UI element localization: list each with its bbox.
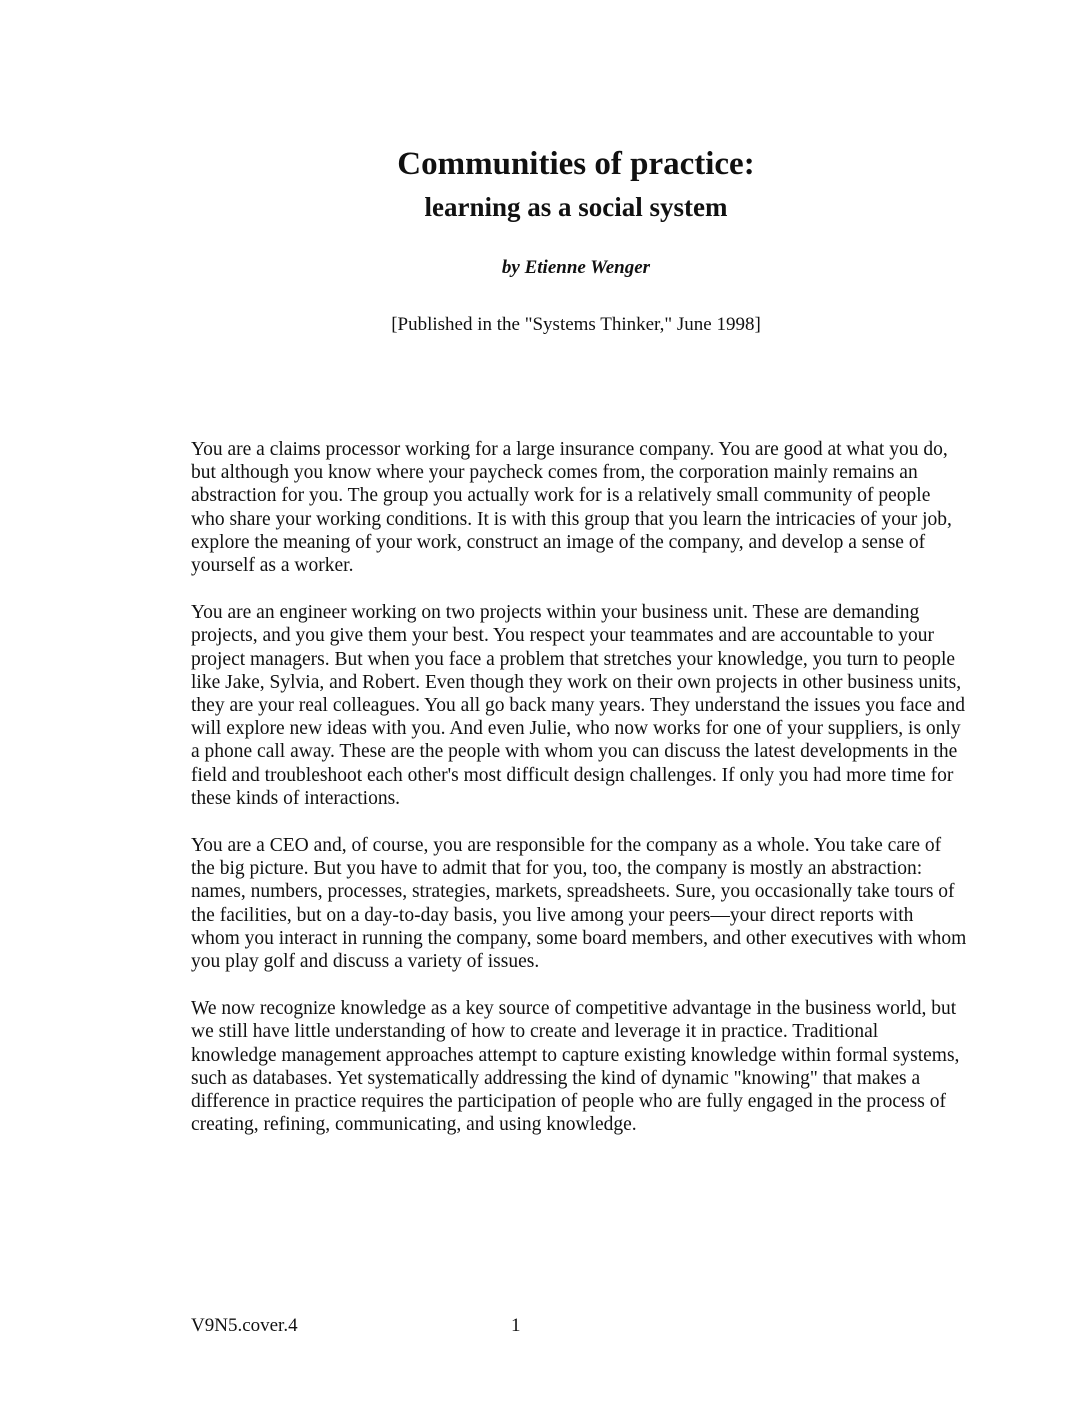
paragraph-knowledge: We now recognize knowledge as a key source of competitive advantage in the business world, but we still have little understanding of how to create and leverage it in practice. Traditional knowledge management approaches attempt to capture existing knowledge within formal systems, such as databases. Yet systematically addressing the kind of dynamic "knowing" that makes a difference in practice requires the participation of people who are fully engaged in the process of creating, refining, communicating, and using knowledge. — [191, 998, 960, 1136]
paragraph-claims-processor: You are a claims processor working for a large insurance company. You are good at what you do, but although you know where your paycheck comes from, the corporation mainly remains an abstraction for you. The group you actually work for is a relatively small community of people who share your working conditions. It is with this group that you learn the intricacies of your job, explore the meaning of your work, construct an image of the company, and develop a sense of yourself as a worker. — [191, 439, 952, 577]
publication-note: [Published in the "Systems Thinker," June 1998] — [391, 314, 761, 335]
footer-doc-code: V9N5.cover.4 — [191, 1315, 298, 1336]
author-byline: by Etienne Wenger — [501, 257, 651, 278]
paragraph-engineer: You are an engineer working on two projects within your business unit. These are demanding projects, and you give them your best. You respect your teammates and are accountable to your project managers. But when you face a problem that stretches your knowledge, you turn to people like Jake, Sylvia, and Robert. Even though they work on their own projects in other business units, they are your real colleagues. You all go back many years. They understand the issues you face and will explore new ideas with you. And even Julie, who now works for one of your suppliers, is only a phone call away. These are the people with whom you can discuss the latest developments in the field and troubleshoot each other's most difficult design challenges. If only you had more time for these kinds of interactions. — [191, 602, 965, 809]
page-number: 1 — [511, 1315, 521, 1336]
paragraph-ceo: You are a CEO and, of course, you are responsible for the company as a whole. You take care of the big picture. But you have to admit that for you, too, the company is mostly an abstraction: names, numbers, processes, strategies, markets, spreadsheets. Sure, you occasionally take tours of the facilities, but on a day-to-day basis, you live among your peers—your direct reports with whom you interact in running the company, some board members, and other executives with whom you play golf and discuss a variety of issues. — [191, 835, 967, 973]
body-text — [191, 438, 967, 1160]
document-title: Communities of practice: — [397, 146, 755, 182]
document-subtitle: learning as a social system — [424, 192, 728, 222]
